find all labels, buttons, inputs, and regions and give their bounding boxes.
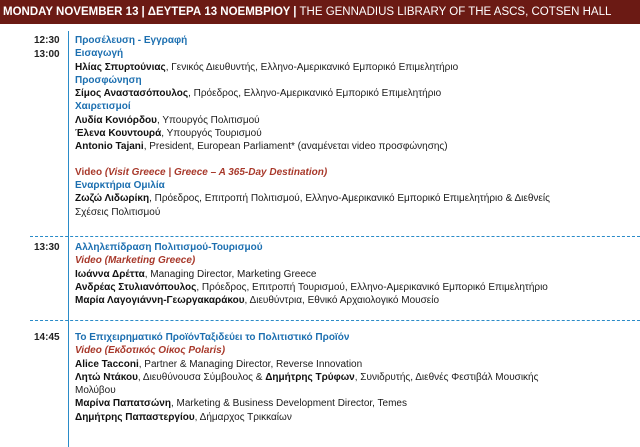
section-divider	[30, 236, 640, 237]
speaker-role: , Πρόεδρος, Επιτροπή Τουρισμού, Ελληνο-Αμερικανικό Εμπορικό Επιμελητήριο	[196, 281, 548, 293]
agenda-video: Video (Marketing Greece)	[75, 255, 196, 267]
timeline-rule	[68, 31, 69, 447]
speaker-name: Alice Tacconi	[75, 358, 139, 370]
speaker-role: , Marketing & Business Development Director, Temes	[170, 398, 407, 410]
speaker-name: Ηλίας Σπυρτούνιας	[75, 61, 166, 73]
session-title: Το Επιχειρηματικό ΠροϊόνΤαξιδεύει το Πολιτιστικό Προϊόν	[75, 332, 350, 343]
speaker-role: , Υπουργός Πολιτισμού	[157, 114, 260, 126]
speaker-role: , Partner & Managing Director, Reverse Innovation	[138, 358, 363, 370]
speaker-role: , Συνιδρυτής, Διεθνές Φεστιβάλ Μουσικής	[354, 371, 539, 383]
speaker-role: , President, European Parliament* (αναμένεται video προσφώνησης)	[143, 141, 448, 153]
speaker-line	[75, 358, 635, 371]
header-venue: THE GENNADIUS LIBRARY OF THE ASCS, COTSEN HALL	[299, 6, 612, 18]
agenda-address: Προσφώνηση	[75, 74, 142, 86]
speaker-line	[75, 61, 635, 74]
agenda-intro: Εισαγωγή	[75, 48, 124, 60]
speaker-line	[75, 294, 635, 307]
page-header	[0, 0, 640, 24]
speaker-name: Δημήτρης Παπαστεργίου	[75, 411, 195, 423]
speaker-role: , Υπουργός Τουρισμού	[161, 128, 262, 140]
speaker-line	[75, 140, 635, 153]
header-separator: |	[141, 6, 145, 18]
speaker-name: Antonio Tajani	[75, 141, 144, 153]
speaker-role: , Γενικός Διευθυντής, Ελληνο-Αμερικανικό Εμπορικό Επιμελητήριο	[165, 61, 459, 73]
speaker-line	[75, 87, 635, 100]
section-divider	[30, 320, 640, 321]
header-separator-2: |	[293, 6, 297, 18]
header-date-en: MONDAY NOVEMBER 13	[3, 6, 139, 18]
speaker-line	[75, 397, 635, 410]
speaker-role: , Διευθύνουσα Σύμβουλος &	[137, 371, 266, 383]
speaker-role: , Δήμαρχος Τρικκαίων	[194, 411, 292, 423]
speaker-line	[75, 192, 635, 205]
agenda-greetings: Χαιρετισμοί	[75, 101, 131, 113]
agenda-keynote: Εναρκτήρια Ομιλία	[75, 179, 165, 191]
speaker-name: Ζωζώ Λιδωρίκη	[75, 193, 150, 205]
speaker-name: Δημήτρης Τρύφων	[265, 371, 355, 383]
speaker-role: , Διευθύντρια, Εθνικό Αρχαιολογικό Μουσείο	[244, 295, 440, 307]
speaker-role-continued: Σχέσεις Πολιτισμού	[75, 206, 161, 218]
time-start: 12:30	[34, 35, 60, 46]
speaker-name: Σίμος Αναστασόπουλος	[75, 88, 189, 100]
video-title: (Visit Greece | Greece – A 365-Day Destination)	[104, 166, 328, 178]
speaker-line	[75, 127, 635, 140]
agenda-video: Video (Εκδοτικός Οίκος Polaris)	[75, 345, 226, 357]
spacer	[75, 154, 635, 166]
speaker-role: , Πρόεδρος, Επιτροπή Πολιτισμού, Ελληνο-Αμερικανικό Εμπορικό Επιμελητήριο & Διεθνείς	[149, 193, 550, 205]
agenda-registration: Προσέλευση - Εγγραφή	[75, 35, 188, 46]
speaker-role: , Πρόεδρος, Ελληνο-Αμερικανικό Εμπορικό Επιμελητήριο	[188, 88, 442, 100]
speaker-role: , Managing Director, Marketing Greece	[144, 268, 317, 280]
speaker-line	[75, 281, 635, 294]
speaker-name: Λητώ Ντάκου	[75, 371, 138, 383]
session-time: 13:30	[34, 242, 60, 253]
time-end: 13:00	[34, 49, 60, 60]
speaker-name: Μαρίνα Παπατσώνη	[75, 398, 171, 410]
speaker-line	[75, 411, 635, 424]
session-time: 14:45	[34, 332, 60, 343]
speaker-line	[75, 114, 635, 127]
speaker-line	[75, 268, 635, 281]
agenda-video	[75, 166, 635, 179]
speaker-line	[75, 371, 635, 384]
speaker-name: Μαρία Λαγογιάννη-Γεωργακαράκου	[75, 295, 245, 307]
speaker-name: Λυδία Κονιόρδου	[75, 114, 157, 126]
video-label: Video	[75, 166, 103, 178]
speaker-name: Ιωάννα Δρέττα	[75, 268, 145, 280]
speaker-name: Ανδρέας Στυλιανόπουλος	[75, 281, 197, 293]
speaker-role-continued: Μολύβου	[75, 385, 116, 397]
session-title: Αλληλεπίδραση Πολιτισμού-Τουρισμού	[75, 242, 263, 253]
speaker-name: Έλενα Κουντουρά	[75, 128, 162, 140]
header-date-el: ΔΕΥΤΕΡΑ 13 ΝΟΕΜΒΡΙΟΥ	[147, 6, 291, 18]
